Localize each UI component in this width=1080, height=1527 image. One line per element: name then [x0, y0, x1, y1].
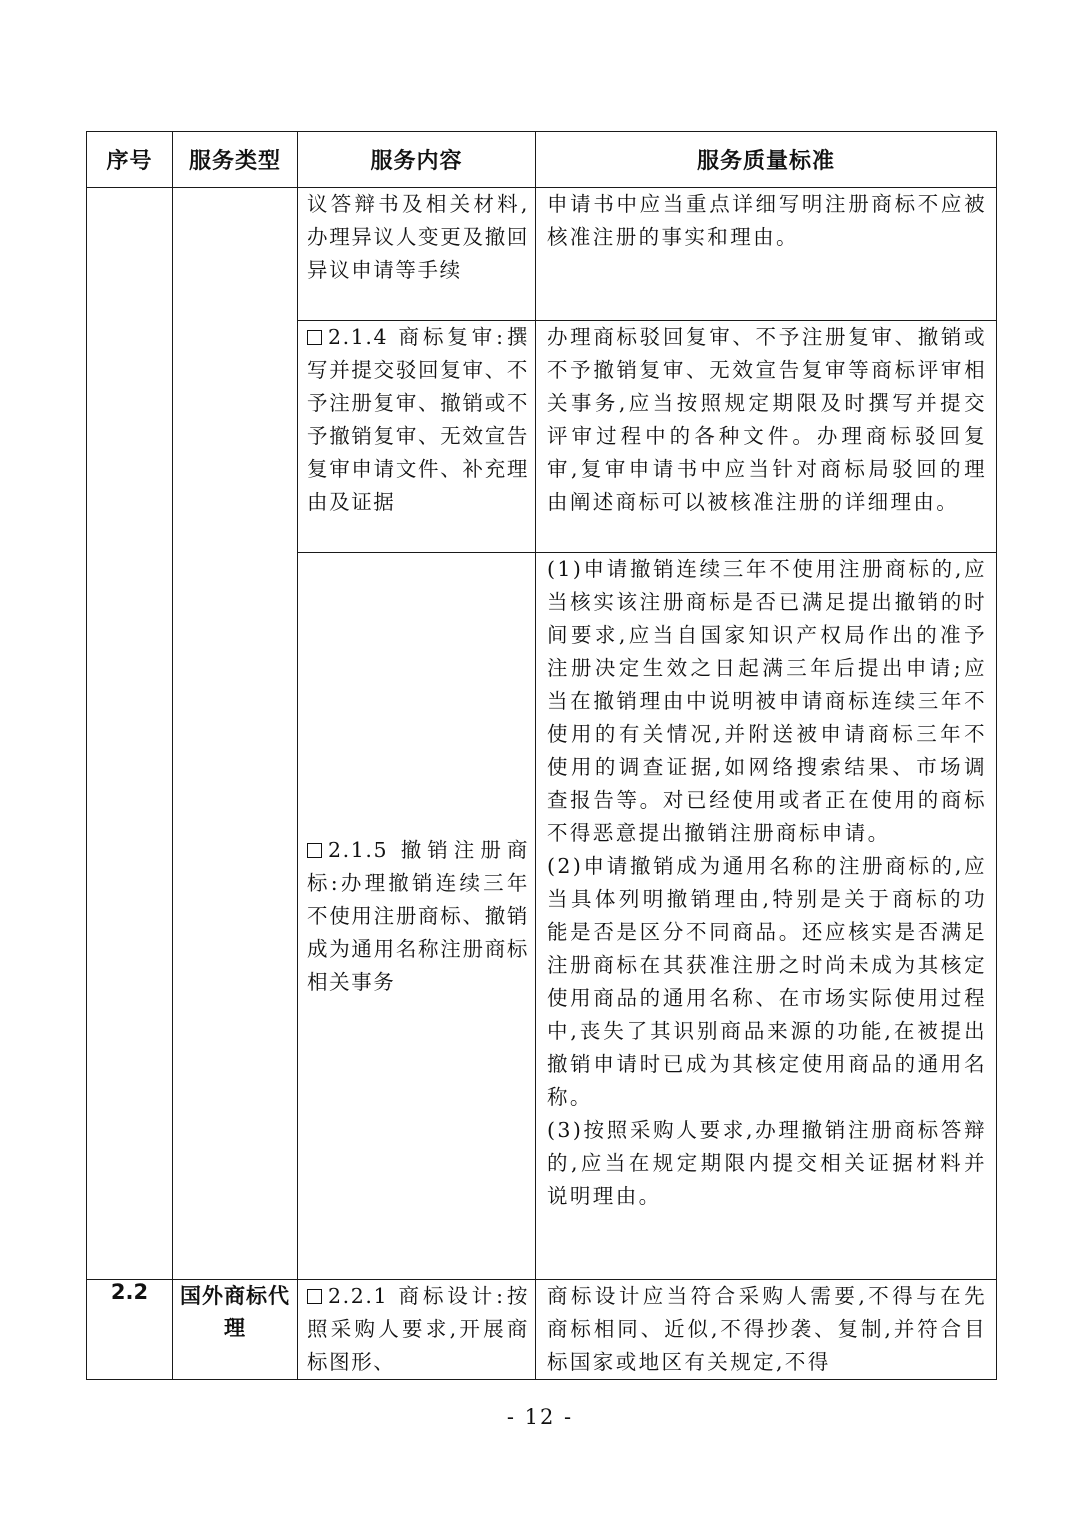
standard-text: [536, 188, 996, 254]
standard-paragraph: 商标设计应当符合采购人需要,不得与在先商标相同、近似,不得抄袭、复制,并符合目标国家或地区有关规定,不得: [547, 1284, 987, 1374]
checkbox[interactable]: [307, 843, 322, 858]
content-label: 2.1.5 撤销注册商标:办理撤销连续三年不使用注册商标、撤销成为通用名称注册商标相关事务: [307, 837, 529, 994]
content-text: [298, 321, 535, 519]
cell-standard: [536, 1280, 997, 1380]
cell-content: [298, 188, 536, 321]
service-type: 国外商标代理: [180, 1284, 290, 1340]
cell-content: [298, 553, 536, 1280]
row-number: 2.2: [110, 1280, 149, 1304]
standard-paragraph: 办理商标驳回复审、不予注册复审、撤销或不予撤销复审、无效宣告复审等商标评审相关事务,应当按照规定期限及时撰写并提交评审过程中的各种文件。办理商标驳回复审,复审申请书中应当针对商标局驳回的理由阐述商标可以被核准注册的详细理由。: [547, 325, 987, 514]
table-row: [87, 1280, 997, 1380]
standard-paragraph: 申请书中应当重点详细写明注册商标不应被核准注册的事实和理由。: [547, 192, 987, 249]
table-row: [87, 188, 997, 321]
header-quality-standard: 服务质量标准: [536, 132, 997, 188]
checkbox[interactable]: [307, 1289, 322, 1304]
content-text: 议答辩书及相关材料,办理异议人变更及撤回异议申请等手续: [307, 192, 529, 282]
checkbox[interactable]: [307, 330, 322, 345]
page-number: - 12 -: [506, 1405, 574, 1429]
service-standard-table: [86, 131, 997, 1380]
content-label: 2.1.4 商标复审:撰写并提交驳回复审、不予注册复审、撤销或不予撤销复审、无效宣告复审申请文件、补充理由及证据: [307, 325, 529, 514]
cell-standard: [536, 321, 997, 553]
cell-content: [298, 1280, 536, 1380]
content-label: 2.2.1 商标设计:按照采购人要求,开展商标图形、: [307, 1284, 529, 1374]
cell-standard: [536, 188, 997, 321]
standard-paragraph: (2)申请撤销成为通用名称的注册商标的,应当具体列明撤销理由,特别是关于商标的功能是否是区分不同商品。还应核实是否满足注册商标在其获准注册之时尚未成为其核定使用商品的通用名称、在市场实际使用过程中,丧失了其识别商品来源的功能,在被提出撤销申请时已成为其核定使用商品的通用名称。: [547, 854, 987, 1109]
standard-paragraph: (1)申请撤销连续三年不使用注册商标的,应当核实该注册商标是否已满足提出撤销的时间要求,应当自国家知识产权局作出的准予注册决定生效之日起满三年后提出申请;应当在撤销理由中说明被申请商标连续三年不使用的有关情况,并附送被申请商标三年不使用的调查证据,如网络搜索结果、市场调查报告等。对已经使用或者正在使用的商标不得恶意提出撤销注册商标申请。: [547, 557, 987, 845]
cell-no: [87, 1280, 173, 1380]
header-service-content: 服务内容: [298, 132, 536, 188]
header-service-type: 服务类型: [173, 132, 298, 188]
standard-text: [536, 321, 996, 519]
cell-no-empty: [87, 188, 173, 1280]
cell-type-empty: [173, 188, 298, 1280]
standard-paragraph: (3)按照采购人要求,办理撤销注册商标答辩的,应当在规定期限内提交相关证据材料并说明理由。: [547, 1118, 987, 1208]
standard-text: [536, 553, 996, 1213]
cell-standard: [536, 553, 997, 1280]
cell-content: [298, 321, 536, 553]
header-no: 序号: [87, 132, 173, 188]
standard-text: [536, 1280, 996, 1379]
table-header-row: [87, 132, 997, 188]
cell-type: [173, 1280, 298, 1380]
content-text: [298, 1280, 535, 1379]
content-text: [298, 834, 535, 999]
